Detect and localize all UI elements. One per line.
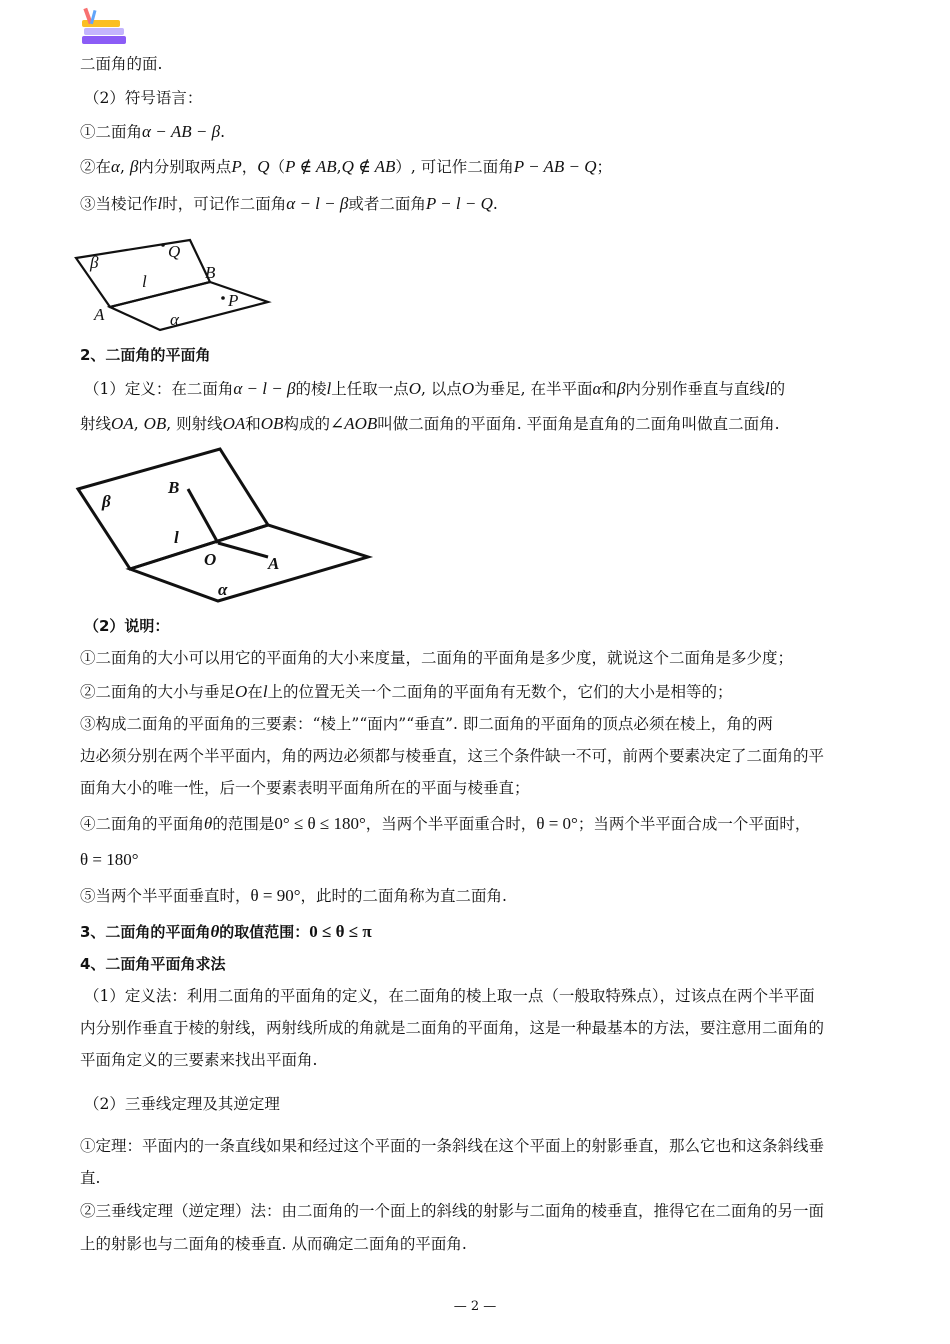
figure1-label-q: Q: [168, 242, 181, 261]
text-line: 边必须分别在两个半平面内，角的两边必须都与棱垂直，这三个条件缺一不可，前两个要素决定了二面角的平: [80, 747, 825, 765]
text-line: 二面角的面.: [80, 55, 163, 73]
figure1-label-p: P: [228, 291, 239, 310]
text-line: θ = 180°: [80, 850, 139, 869]
figure1-label-l: l: [142, 272, 147, 291]
text-line: （2）说明：: [84, 617, 170, 635]
text-line: 平面角定义的三要素来找出平面角.: [80, 1051, 318, 1069]
text-line: ②三垂线定理（逆定理）法：由二面角的一个面上的斜线的射影与二面角的棱垂直，推得它在二面角的另一面: [80, 1202, 825, 1220]
text-line: ⑤当两个半平面垂直时，θ = 90°，此时的二面角称为直二面角.: [80, 886, 507, 905]
text-line: 上的射影也与二面角的棱垂直. 从而确定二面角的平面角.: [80, 1235, 467, 1253]
text-line: ①二面角的大小可以用它的平面角的大小来度量，二面角的平面角是多少度，就说这个二面角是多少度；: [80, 649, 794, 667]
figure1-label-beta: β: [90, 253, 99, 272]
text-line: 面角大小的唯一性，后一个要素表明平面角所在的平面与棱垂直；: [80, 779, 530, 797]
figure1-label-alpha: α: [170, 310, 179, 329]
figure2-label-a: A: [268, 554, 280, 573]
figure1-label-a: A: [94, 305, 105, 324]
figure1-label-b: B: [205, 263, 216, 282]
section-heading: 3、二面角的平面角θ的取值范围：0 ≤ θ ≤ π: [80, 922, 372, 941]
section-heading: 4、二面角平面角求法: [80, 955, 226, 973]
figure1-point-q: [161, 243, 165, 247]
figure2-ray-oa: [218, 543, 268, 557]
text-line: ②在α, β内分别取两点P，Q（P ∉ AB,Q ∉ AB）, 可记作二面角P − AB − Q；: [80, 157, 613, 176]
dihedral-angle-figure-2: [72, 445, 377, 605]
text-line: ③构成二面角的平面角的三要素：“棱上”“面内”“垂直”. 即二面角的平面角的顶点必须在棱上，角的两: [80, 715, 773, 733]
text-line: （2）符号语言：: [84, 89, 203, 107]
text-line: 直.: [80, 1169, 101, 1187]
text-line: 内分别作垂直于棱的射线，两射线所成的角就是二面角的平面角，这是一种最基本的方法，要注意用二面角的: [80, 1019, 825, 1037]
figure2-label-o: O: [204, 550, 217, 569]
figure2-label-beta: β: [102, 492, 111, 511]
text-line: （1）定义法：利用二面角的平面角的定义，在二面角的棱上取一点（一般取特殊点），过该点在两个半平面: [84, 987, 815, 1005]
dihedral-angle-figure-1: [70, 232, 275, 332]
stacked-books-pencil-icon: [78, 6, 130, 50]
figure2-label-l: l: [174, 528, 179, 547]
text-line: ③当棱记作l时，可记作二面角α − l − β或者二面角P − l − Q.: [80, 194, 498, 213]
page-number: — 2 —: [453, 1299, 497, 1314]
text-line: ①定理：平面内的一条直线如果和经过这个平面的一条斜线在这个平面上的射影垂直，那么它也和这条斜线垂: [80, 1137, 825, 1155]
text-line: 射线OA, OB, 则射线OA和OB构成的∠AOB叫做二面角的平面角. 平面角是直角的二面角叫做直二面角.: [80, 414, 780, 433]
text-line: ②二面角的大小与垂足O在l上的位置无关一个二面角的平面角有无数个，它们的大小是相等的；: [80, 682, 733, 701]
figure2-label-alpha: α: [218, 580, 228, 599]
section-heading: 2、二面角的平面角: [80, 346, 211, 364]
text-line: ④二面角的平面角θ的范围是0° ≤ θ ≤ 180°，当两个半平面重合时，θ = 0°；当两个半平面合成一个平面时，: [80, 814, 811, 833]
figure2-ray-ob: [188, 489, 218, 543]
text-line: （1）定义：在二面角α − l − β的棱l上任取一点O, 以点O为垂足, 在半平面α和β内分别作垂直与直线l的: [84, 379, 786, 398]
figure1-point-p: [221, 296, 225, 300]
figure2-label-b: B: [168, 478, 180, 497]
text-line: ①二面角α − AB − β.: [80, 122, 226, 141]
text-line: （2）三垂线定理及其逆定理: [84, 1095, 280, 1113]
